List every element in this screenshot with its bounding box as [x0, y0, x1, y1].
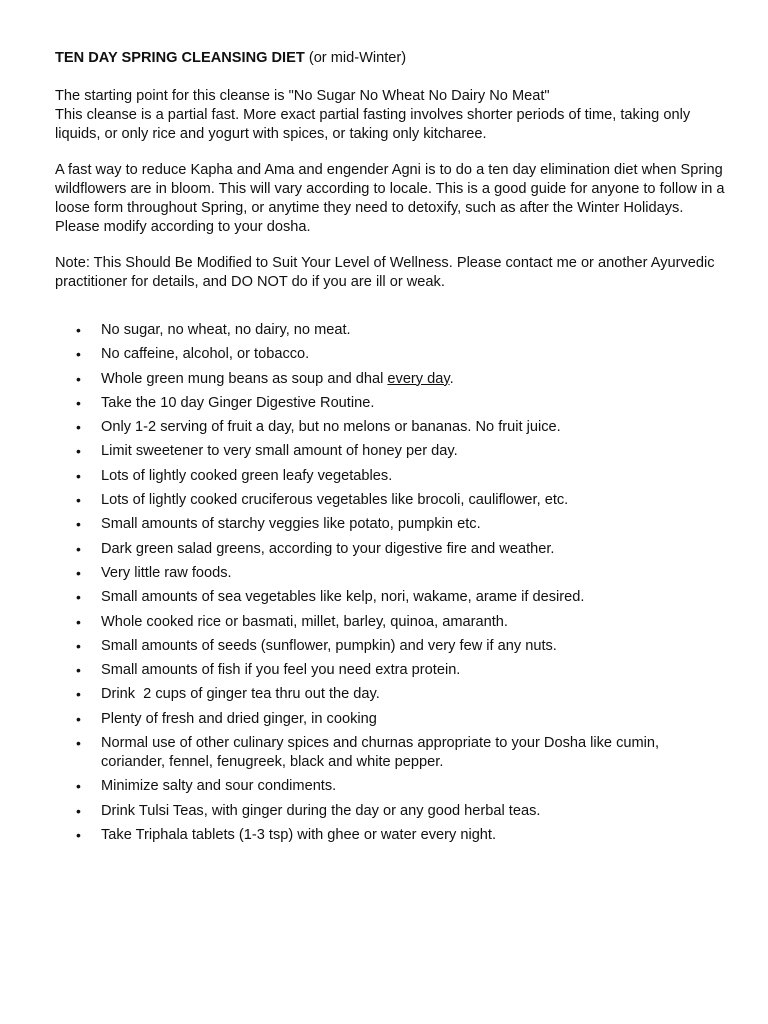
list-item	[55, 418, 727, 437]
bullet-icon: •	[76, 394, 81, 411]
list-item-text: Dark green salad greens, according to your digestive fire and weather.	[101, 540, 555, 557]
list-item-text: Normal use of other culinary spices and churnas appropriate to your Dosha like cumin, coriander, fennel, fenugreek, black and white pepper.	[101, 735, 660, 771]
bullet-icon: •	[76, 589, 81, 606]
list-item	[55, 370, 727, 389]
list-item-text: Drink Tulsi Teas, with ginger during the day or any good herbal teas.	[101, 802, 541, 819]
spacer	[55, 311, 727, 321]
list-item-text: Lots of lightly cooked green leafy vegetables.	[101, 467, 393, 484]
list-item-text: Whole cooked rice or basmati, millet, barley, quinoa, amaranth.	[101, 613, 508, 630]
list-item-underlined-text: every day	[387, 370, 450, 387]
bullet-icon: •	[76, 637, 81, 654]
list-item-text: Drink 2 cups of ginger tea thru out the day.	[101, 686, 380, 703]
bullet-icon: •	[76, 467, 81, 484]
list-item-text: Whole green mung beans as soup and dhal	[101, 370, 388, 387]
bullet-icon: •	[76, 735, 81, 752]
bullet-icon: •	[76, 516, 81, 533]
list-item-text: No sugar, no wheat, no dairy, no meat.	[101, 322, 351, 338]
bullet-icon: •	[76, 322, 81, 338]
list-item-text: Lots of lightly cooked cruciferous vegetables like brocoli, cauliflower, etc.	[101, 492, 569, 509]
list-item	[55, 515, 727, 534]
title-subtitle-text: (or mid-Winter)	[308, 50, 407, 66]
bullet-icon: •	[76, 826, 81, 843]
list-item	[55, 777, 727, 796]
list-item	[55, 345, 727, 364]
spacer	[55, 144, 727, 161]
list-item	[55, 613, 727, 632]
list-item-text: Take Triphala tablets (1-3 tsp) with ghee or water every night.	[101, 826, 497, 843]
list-item-text: Minimize salty and sour condiments.	[101, 778, 337, 795]
list-item	[55, 802, 727, 821]
list-item-text-end: .	[449, 370, 454, 387]
bullet-icon: •	[76, 346, 81, 363]
list-item-text: Very little raw foods.	[101, 564, 232, 581]
diet-list	[55, 321, 727, 845]
bullet-icon: •	[76, 370, 81, 387]
list-item	[55, 394, 727, 413]
list-item	[55, 734, 727, 772]
list-item	[55, 442, 727, 461]
list-item-text: Take the 10 day Ginger Digestive Routine.	[101, 394, 375, 411]
bullet-icon: •	[76, 710, 81, 727]
bullet-icon: •	[76, 613, 81, 630]
list-item	[55, 826, 727, 845]
list-item-text: Plenty of fresh and dried ginger, in cooking	[101, 710, 377, 727]
title-bold-text: TEN DAY SPRING CLEANSING DIET	[55, 50, 305, 66]
intro-line-1: The starting point for this cleanse is "No Sugar No Wheat No Dairy No Meat"	[55, 88, 550, 104]
bullet-icon: •	[76, 802, 81, 819]
list-item-text: Small amounts of fish if you feel you need extra protein.	[101, 662, 461, 679]
list-item-text: Small amounts of seeds (sunflower, pumpkin) and very few if any nuts.	[101, 637, 557, 654]
list-item	[55, 588, 727, 607]
list-item-text: Only 1-2 serving of fruit a day, but no melons or bananas. No fruit juice.	[101, 419, 561, 436]
bullet-icon: •	[76, 564, 81, 581]
list-item-text: No caffeine, alcohol, or tobacco.	[101, 346, 310, 363]
bullet-icon: •	[76, 686, 81, 703]
document-page	[55, 49, 727, 850]
spacer	[55, 292, 727, 311]
list-item	[55, 564, 727, 583]
list-item	[55, 321, 727, 340]
list-item-text: Limit sweetener to very small amount of honey per day.	[101, 443, 458, 460]
bullet-icon: •	[76, 492, 81, 509]
bullet-icon: •	[76, 662, 81, 679]
list-item-text: Small amounts of sea vegetables like kelp, nori, wakame, arame if desired.	[101, 589, 585, 606]
spacer	[55, 237, 727, 254]
list-item	[55, 685, 727, 704]
intro-line-2: This cleanse is a partial fast. More exact partial fasting involves shorter periods of time, taking only liquids, or only rice and yogurt with spices, or taking only kitcharee.	[55, 107, 691, 142]
bullet-icon: •	[76, 419, 81, 436]
list-item	[55, 661, 727, 680]
bullet-icon: •	[76, 540, 81, 557]
paragraph-kapha: A fast way to reduce Kapha and Ama and engender Agni is to do a ten day elimination diet when Spring wildflowers are in bloom. This will vary according to locale. This is a good guide for anyone to follow in a loose form throughout Spring, or anytime they need to detoxify, such as after the Winter Holidays. Please modify according to your dosha.	[55, 162, 725, 235]
list-item	[55, 467, 727, 486]
list-item	[55, 540, 727, 559]
note-paragraph: Note: This Should Be Modified to Suit Your Level of Wellness. Please contact me or another Ayurvedic practitioner for details, and DO NOT do if you are ill or weak.	[55, 255, 715, 290]
list-item-text: Small amounts of starchy veggies like potato, pumpkin etc.	[101, 516, 481, 533]
list-item	[55, 491, 727, 510]
bullet-icon: •	[76, 778, 81, 795]
document-title	[55, 49, 727, 68]
list-item	[55, 710, 727, 729]
list-item	[55, 637, 727, 656]
spacer	[55, 68, 727, 87]
bullet-icon: •	[76, 443, 81, 460]
